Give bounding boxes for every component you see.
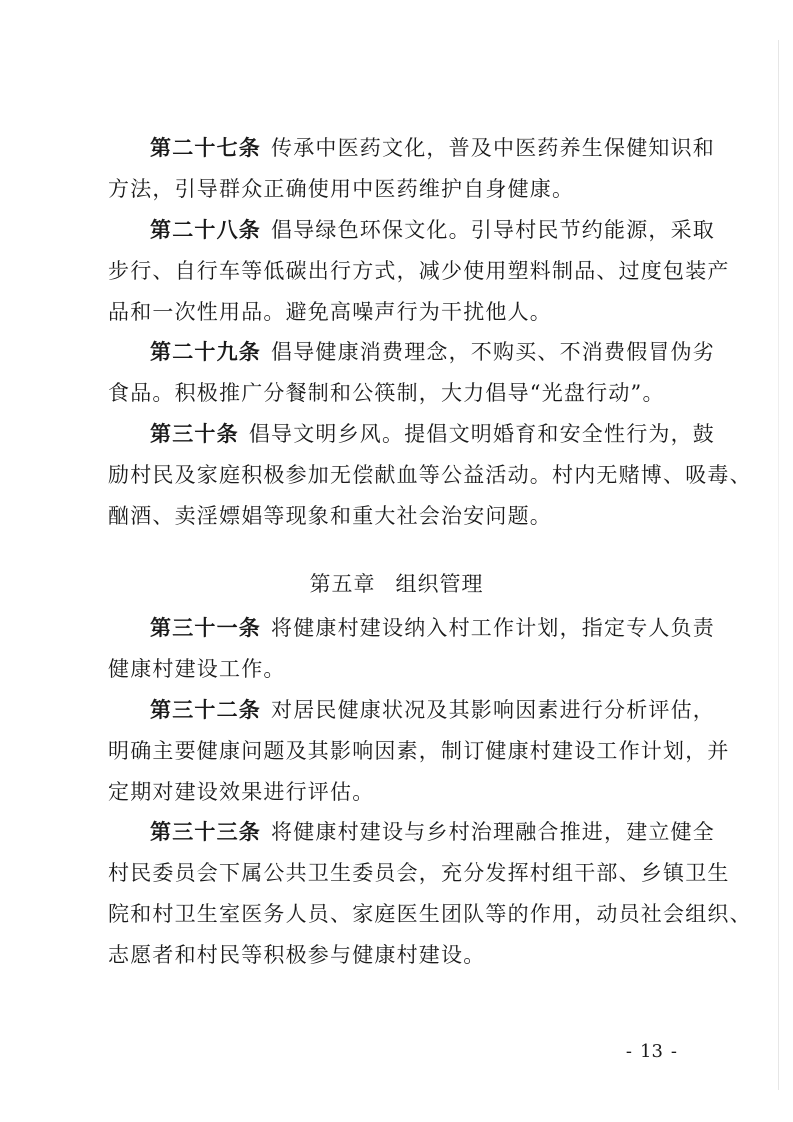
article-text: 健康村建设工作。 [108,657,286,681]
article-text: 倡导文明乡风。提倡文明婚育和安全性行为，鼓 [248,422,716,446]
article-text: 院和村卫生室医务人员、家庭医生团队等的作用，动员社会组织、 [108,902,752,926]
article-label: 第三十二条 [150,698,261,722]
article-28-line-2 [108,257,730,285]
article-label: 第三十条 [150,422,239,446]
article-text: 倡导健康消费理念，不购买、不消费假冒伪劣 [271,340,715,364]
article-28-line-1 [150,216,715,244]
article-28-line-3 [108,298,690,326]
article-33-line-3 [108,900,752,928]
article-27-line-1 [150,134,715,162]
article-32-line-2 [108,737,730,765]
chapter-title: 组织管理 [395,572,484,596]
page-number-value: 13 [640,1041,663,1062]
article-text: 传承中医药文化，普及中医药养生保健知识和 [271,136,715,160]
article-text: 步行、自行车等低碳出行方式，减少使用塑料制品、过度包装产 [108,259,730,283]
article-text: 对居民健康状况及其影响因素进行分析评估， [271,698,715,722]
article-27-line-2 [108,175,690,203]
page-dash-left: - [625,1041,632,1062]
article-text: 将健康村建设与乡村治理融合推进，建立健全 [271,820,715,844]
article-29-line-2 [108,379,690,407]
article-text: 励村民及家庭积极参加无偿献血等公益活动。村内无赌博、吸毒、 [108,463,752,487]
article-text: 方法，引导群众正确使用中医药维护自身健康。 [108,177,575,201]
article-label: 第三十三条 [150,820,261,844]
article-text: 明确主要健康问题及其影响因素，制订健康村建设工作计划，并 [108,739,730,763]
article-text: 食品。积极推广分餐制和公筷制，大力倡导“光盘行动”。 [108,381,665,405]
article-32-line-3 [108,778,690,806]
chapter-number: 第五章 [309,572,376,596]
article-text: 将健康村建设纳入村工作计划，指定专人负责 [271,616,715,640]
article-33-line-4 [108,941,690,969]
article-text: 品和一次性用品。避免高噪声行为干扰他人。 [108,300,552,324]
article-label: 第三十一条 [150,616,261,640]
article-29-line-1 [150,338,715,366]
article-text: 志愿者和村民等积极参与健康村建设。 [108,943,486,967]
article-label: 第二十九条 [150,340,261,364]
page-number [626,1040,677,1064]
scan-edge [778,40,779,1090]
article-33-line-2 [108,859,730,887]
article-30-line-2 [108,461,752,489]
article-30-line-3 [108,502,690,530]
page-dash-right: - [670,1041,677,1062]
article-33-line-1 [150,818,715,846]
article-label: 第二十七条 [150,136,261,160]
article-text: 倡导绿色环保文化。引导村民节约能源，采取 [271,218,715,242]
article-32-line-1 [150,696,715,724]
article-text: 村民委员会下属公共卫生委员会，充分发挥村组干部、乡镇卫生 [108,861,730,885]
article-text: 定期对建设效果进行评估。 [108,780,375,804]
article-label: 第二十八条 [150,218,261,242]
article-text: 酗酒、卖淫嫖娼等现象和重大社会治安问题。 [108,504,552,528]
article-31-line-2 [108,655,690,683]
article-31-line-1 [150,614,715,642]
article-30-line-1 [150,420,716,448]
chapter-heading [0,570,793,598]
